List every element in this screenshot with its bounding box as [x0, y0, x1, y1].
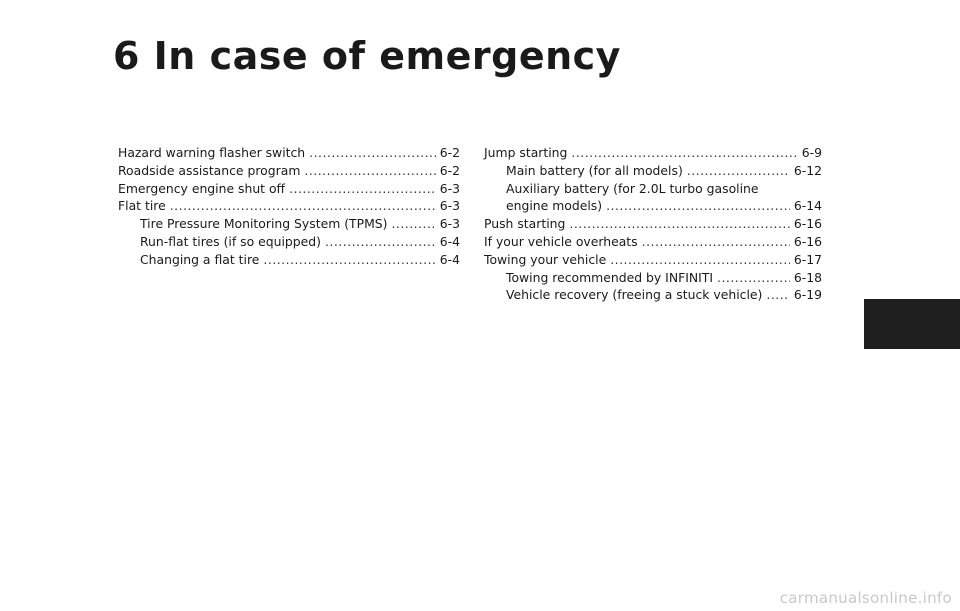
toc-leader-dots	[304, 162, 435, 180]
toc-leader-dots	[606, 197, 790, 215]
toc-entry-page: 6-17	[793, 251, 822, 267]
toc-entry-label: Push starting	[484, 216, 566, 232]
toc-entry-jump-starting[interactable]	[484, 144, 822, 162]
toc-entry-push-starting[interactable]	[484, 215, 822, 233]
toc-entry-label: Run-flat tires (if so equipped)	[140, 233, 321, 249]
toc-entry-label: Changing a flat tire	[140, 251, 260, 267]
toc-entry-page: 6-12	[793, 162, 822, 178]
toc-entry-run-flat-tires[interactable]	[118, 233, 460, 251]
toc-entry-label: Jump starting	[484, 145, 568, 160]
toc-right-column	[484, 144, 822, 304]
toc-entry-label: Tire Pressure Monitoring System (TPMS)	[140, 216, 388, 232]
toc-entry-label: Main battery (for all models)	[506, 162, 683, 178]
toc-leader-dots	[766, 286, 790, 304]
toc-entry-emergency-shutoff[interactable]	[118, 180, 460, 198]
toc-entry-page: 6-3	[439, 198, 460, 214]
toc-leader-dots	[289, 180, 436, 198]
toc-entry-page: 6-16	[793, 216, 822, 232]
toc-entry-page: 6-18	[793, 269, 822, 285]
toc-entry-page: 6-19	[793, 287, 822, 303]
toc-entry-label-line1: Auxiliary battery (for 2.0L turbo gasoline	[506, 180, 759, 196]
toc-leader-dots	[642, 233, 790, 251]
toc-entry-roadside-assistance[interactable]	[118, 162, 460, 180]
toc-entry-label: Roadside assistance program	[118, 162, 301, 178]
toc-leader-dots	[571, 144, 797, 162]
toc-leader-dots	[170, 197, 436, 215]
toc-entry-label: Flat tire	[118, 198, 166, 214]
toc-entry-page: 6-3	[439, 216, 460, 232]
toc-entry-auxiliary-battery[interactable]	[484, 180, 822, 216]
toc-entry-page: 6-4	[439, 233, 460, 249]
chapter-tab-marker	[864, 299, 960, 349]
toc-entry-label: Vehicle recovery (freeing a stuck vehicle)	[506, 287, 763, 303]
toc-entry-label: Towing recommended by INFINITI	[506, 269, 714, 285]
toc-entry-label: Emergency engine shut off	[118, 180, 286, 196]
toc-entry-page: 6-16	[793, 233, 822, 249]
toc-entry-towing-vehicle[interactable]	[484, 251, 822, 269]
toc-leader-dots	[610, 251, 790, 269]
toc-entry-towing-recommended[interactable]	[484, 269, 822, 287]
toc-entry-label-line2: engine models)	[506, 198, 603, 214]
toc-entry-page: 6-2	[439, 145, 460, 160]
toc-entry-changing-flat-tire[interactable]	[118, 251, 460, 269]
page-title: 6 In case of emergency	[113, 34, 621, 78]
toc-entry-line2	[506, 197, 822, 215]
toc-entry-vehicle-overheats[interactable]	[484, 233, 822, 251]
toc-leader-dots	[325, 233, 436, 251]
footer-watermark: carmanualsonline.info	[779, 589, 952, 607]
toc-leader-dots	[263, 251, 435, 269]
toc-entry-page: 6-14	[793, 198, 822, 214]
toc-entry-tpms[interactable]	[118, 215, 460, 233]
toc-entry-label: If your vehicle overheats	[484, 233, 638, 249]
toc-leader-dots	[309, 144, 436, 162]
toc-leader-dots	[391, 215, 435, 233]
toc-entry-flat-tire[interactable]	[118, 197, 460, 215]
toc-leader-dots	[569, 215, 790, 233]
toc-entry-vehicle-recovery[interactable]	[484, 286, 822, 304]
toc-left-column	[118, 144, 460, 269]
toc-entry-page: 6-2	[439, 162, 460, 178]
toc-leader-dots	[687, 162, 790, 180]
toc-entry-label: Hazard warning flasher switch	[118, 145, 306, 160]
toc-entry-page: 6-9	[801, 145, 822, 160]
toc-entry-label: Towing your vehicle	[484, 251, 607, 267]
toc-entry-main-battery[interactable]	[484, 162, 822, 180]
toc-entry-page: 6-4	[439, 251, 460, 267]
toc-entry-page: 6-3	[439, 180, 460, 196]
toc-leader-dots	[717, 269, 790, 287]
toc-entry-hazard-warning[interactable]	[118, 144, 460, 162]
